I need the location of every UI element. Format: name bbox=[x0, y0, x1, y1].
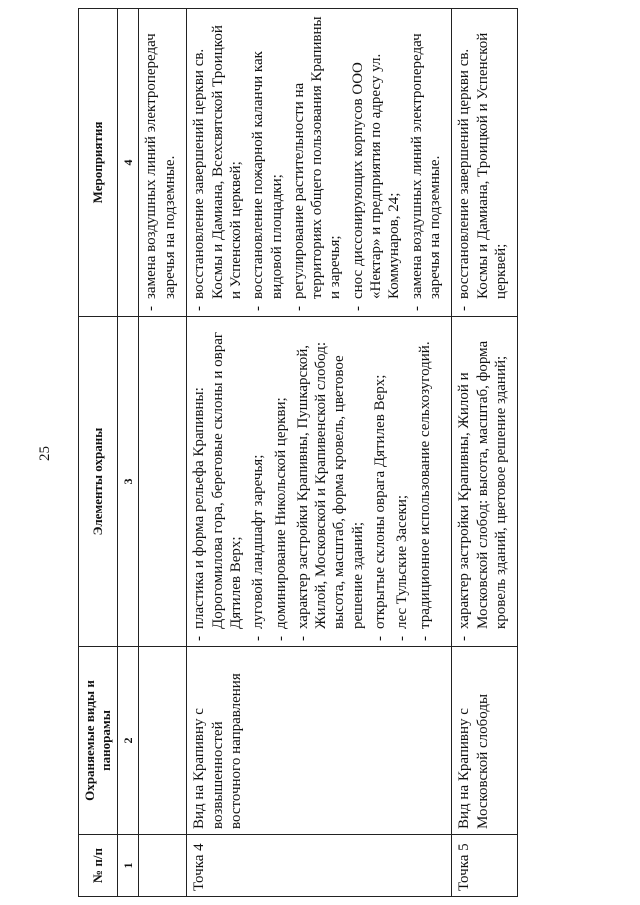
list-item: - лес Тульские Засеки; bbox=[393, 322, 411, 641]
page-number: 25 bbox=[37, 446, 53, 461]
header-row bbox=[79, 9, 118, 897]
row-view: Вид на Крапивну с возвышенностей восточного направления bbox=[187, 647, 452, 835]
header-views: Охраняемые виды и панорамы bbox=[79, 647, 118, 835]
col-number: 2 bbox=[117, 647, 139, 835]
table-row bbox=[452, 9, 518, 897]
row-elements bbox=[139, 317, 187, 647]
list-item: - снос диссонирующих корпусов ООО «Нектар» и предприятия по адресу ул. Коммунаров, 24; bbox=[349, 14, 404, 311]
list-item: - пластика и форма рельефа Крапивны: Дорогомилова гора, береговые склоны и овраг Дятилев Верх; bbox=[190, 322, 245, 641]
col-number: 3 bbox=[117, 317, 139, 647]
protection-table bbox=[78, 8, 518, 897]
row-num: Точка 4 bbox=[187, 835, 452, 897]
row-num bbox=[139, 835, 187, 897]
row-elements bbox=[187, 317, 452, 647]
row-num: Точка 5 bbox=[452, 835, 518, 897]
list-item: - замена воздушных линий электропередач заречья на подземные. bbox=[142, 14, 179, 311]
row-view: Вид на Крапивну с Московской слободы bbox=[452, 647, 518, 835]
list-item: - открытые склоны оврага Дятилев Верх; bbox=[371, 322, 389, 641]
header-num: № п/п bbox=[79, 835, 118, 897]
table-row bbox=[139, 9, 187, 897]
list-item: - регулирование растительности на территориях общего пользования Крапивны и заречья; bbox=[290, 14, 345, 311]
col-number: 1 bbox=[117, 835, 139, 897]
list-item: - восстановление завершений церкви св. Космы и Дамиана, Троицкой и Успенской церквей; bbox=[455, 14, 510, 311]
list-item: - луговой ландшафт заречья; bbox=[249, 322, 267, 641]
list-item: - традиционное использование сельхозугодий. bbox=[416, 322, 434, 641]
list-item: - характер застройки Крапивны, Жилой и Московской слобод: высота, масштаб, форма кровель зданий, цветовое решение зданий; bbox=[455, 322, 510, 641]
list-item: - восстановление пожарной каланчи как видовой площадки; bbox=[249, 14, 286, 311]
row-view bbox=[139, 647, 187, 835]
rotated-table-wrapper bbox=[70, 0, 550, 905]
header-measures: Мероприятия bbox=[79, 9, 118, 317]
list-item: - характер застройки Крапивны, Пушкарской, Жилой, Московской и Крапивенской слобод: высота, масштаб, форма кровель, цветовое решение зданий; bbox=[294, 322, 367, 641]
col-number: 4 bbox=[117, 9, 139, 317]
row-measures bbox=[187, 9, 452, 317]
list-item: - доминирование Никольской церкви; bbox=[272, 322, 290, 641]
row-measures bbox=[139, 9, 187, 317]
row-measures bbox=[452, 9, 518, 317]
row-elements bbox=[452, 317, 518, 647]
list-item: - восстановление завершений церкви св. Космы и Дамиана, Всехсвятской Троицкой и Успенской церквей; bbox=[190, 14, 245, 311]
table-row bbox=[187, 9, 452, 897]
list-item: - замена воздушных линий электропередач заречья на подземные. bbox=[408, 14, 445, 311]
column-number-row bbox=[117, 9, 139, 897]
header-elements: Элементы охраны bbox=[79, 317, 118, 647]
